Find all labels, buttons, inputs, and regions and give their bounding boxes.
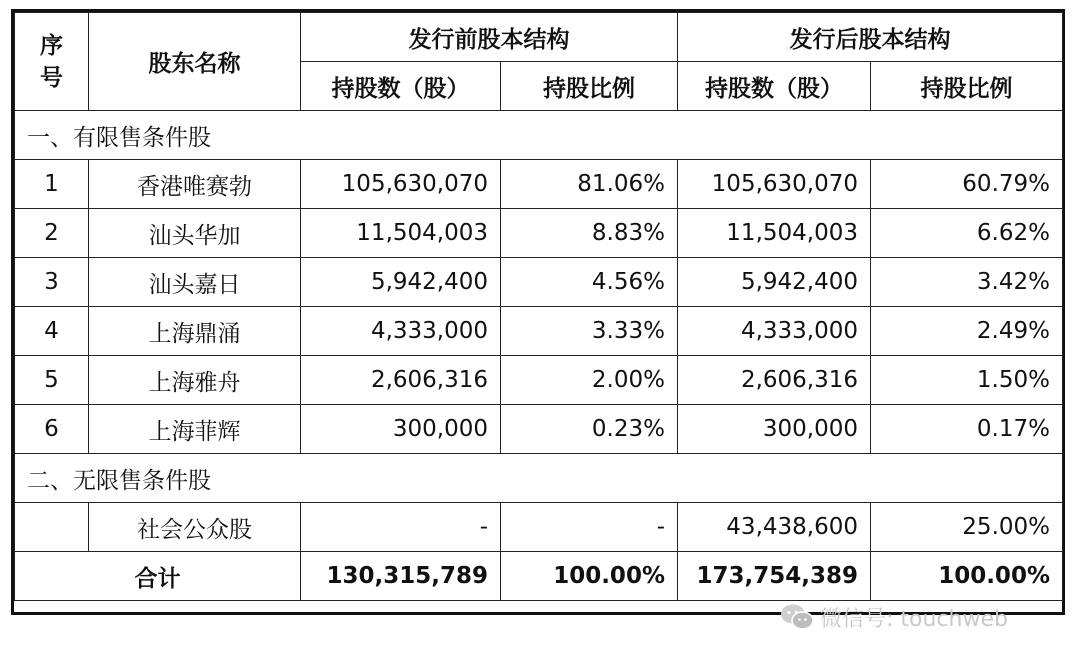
after-ratio-header: 持股比例 xyxy=(871,62,1063,111)
row-index: 5 xyxy=(15,356,89,405)
total-before-shares: 130,315,789 xyxy=(301,552,501,601)
section-title: 一、有限售条件股 xyxy=(15,111,1063,160)
total-after-shares: 173,754,389 xyxy=(678,552,871,601)
watermark xyxy=(780,601,1008,633)
row-index: 1 xyxy=(15,160,89,209)
after-ratio: 3.42% xyxy=(871,258,1063,307)
after-shares: 11,504,003 xyxy=(678,209,871,258)
before-ratio: 81.06% xyxy=(501,160,678,209)
after-ratio: 25.00% xyxy=(871,503,1063,552)
shareholder-name: 上海雅舟 xyxy=(89,356,301,405)
before-shares: 11,504,003 xyxy=(301,209,501,258)
row-index: 4 xyxy=(15,307,89,356)
table-row xyxy=(15,258,1063,307)
after-ratio: 6.62% xyxy=(871,209,1063,258)
shareholder-name: 上海菲辉 xyxy=(89,405,301,454)
after-ratio: 60.79% xyxy=(871,160,1063,209)
section-row xyxy=(15,111,1063,160)
row-index: 2 xyxy=(15,209,89,258)
before-ratio-header: 持股比例 xyxy=(501,62,678,111)
index-header-char-2: 号 xyxy=(40,64,63,91)
index-header-char-1: 序 xyxy=(40,32,63,59)
table-row xyxy=(15,160,1063,209)
table-row xyxy=(15,356,1063,405)
shareholder-name: 上海鼎涌 xyxy=(89,307,301,356)
row-index: 3 xyxy=(15,258,89,307)
row-index xyxy=(15,503,89,552)
total-label: 合计 xyxy=(15,552,301,601)
wechat-icon xyxy=(780,603,814,631)
after-shares: 2,606,316 xyxy=(678,356,871,405)
holder-name-header: 股东名称 xyxy=(89,13,301,111)
shareholder-name: 汕头华加 xyxy=(89,209,301,258)
before-shares: 5,942,400 xyxy=(301,258,501,307)
after-shares: 5,942,400 xyxy=(678,258,871,307)
after-ratio: 1.50% xyxy=(871,356,1063,405)
after-shares: 300,000 xyxy=(678,405,871,454)
before-ratio: 2.00% xyxy=(501,356,678,405)
row-index: 6 xyxy=(15,405,89,454)
before-shares: - xyxy=(301,503,501,552)
total-before-ratio: 100.00% xyxy=(501,552,678,601)
table-body xyxy=(15,111,1063,552)
before-shares: 300,000 xyxy=(301,405,501,454)
table-row xyxy=(15,307,1063,356)
before-ratio: 0.23% xyxy=(501,405,678,454)
before-shares: 4,333,000 xyxy=(301,307,501,356)
table-header xyxy=(15,13,1063,111)
after-shares: 105,630,070 xyxy=(678,160,871,209)
after-ratio: 0.17% xyxy=(871,405,1063,454)
section-row xyxy=(15,454,1063,503)
after-ratio: 2.49% xyxy=(871,307,1063,356)
table-row xyxy=(15,503,1063,552)
before-ratio: 4.56% xyxy=(501,258,678,307)
table-row xyxy=(15,209,1063,258)
after-shares: 43,438,600 xyxy=(678,503,871,552)
total-after-ratio: 100.00% xyxy=(871,552,1063,601)
before-ratio: 3.33% xyxy=(501,307,678,356)
share-structure-table xyxy=(14,12,1063,601)
table-footer xyxy=(15,552,1063,601)
watermark-text: 微信号: touchweb xyxy=(820,606,1008,632)
before-ratio: 8.83% xyxy=(501,209,678,258)
before-issue-header: 发行前股本结构 xyxy=(301,13,678,62)
shareholder-name: 社会公众股 xyxy=(89,503,301,552)
shareholder-name: 香港唯赛勃 xyxy=(89,160,301,209)
before-shares: 2,606,316 xyxy=(301,356,501,405)
after-shares-header: 持股数（股） xyxy=(678,62,871,111)
before-shares-header: 持股数（股） xyxy=(301,62,501,111)
after-shares: 4,333,000 xyxy=(678,307,871,356)
index-header xyxy=(15,13,89,111)
after-issue-header: 发行后股本结构 xyxy=(678,13,1063,62)
total-row xyxy=(15,552,1063,601)
shareholder-name: 汕头嘉日 xyxy=(89,258,301,307)
table-row xyxy=(15,405,1063,454)
section-title: 二、无限售条件股 xyxy=(15,454,1063,503)
before-ratio: - xyxy=(501,503,678,552)
before-shares: 105,630,070 xyxy=(301,160,501,209)
